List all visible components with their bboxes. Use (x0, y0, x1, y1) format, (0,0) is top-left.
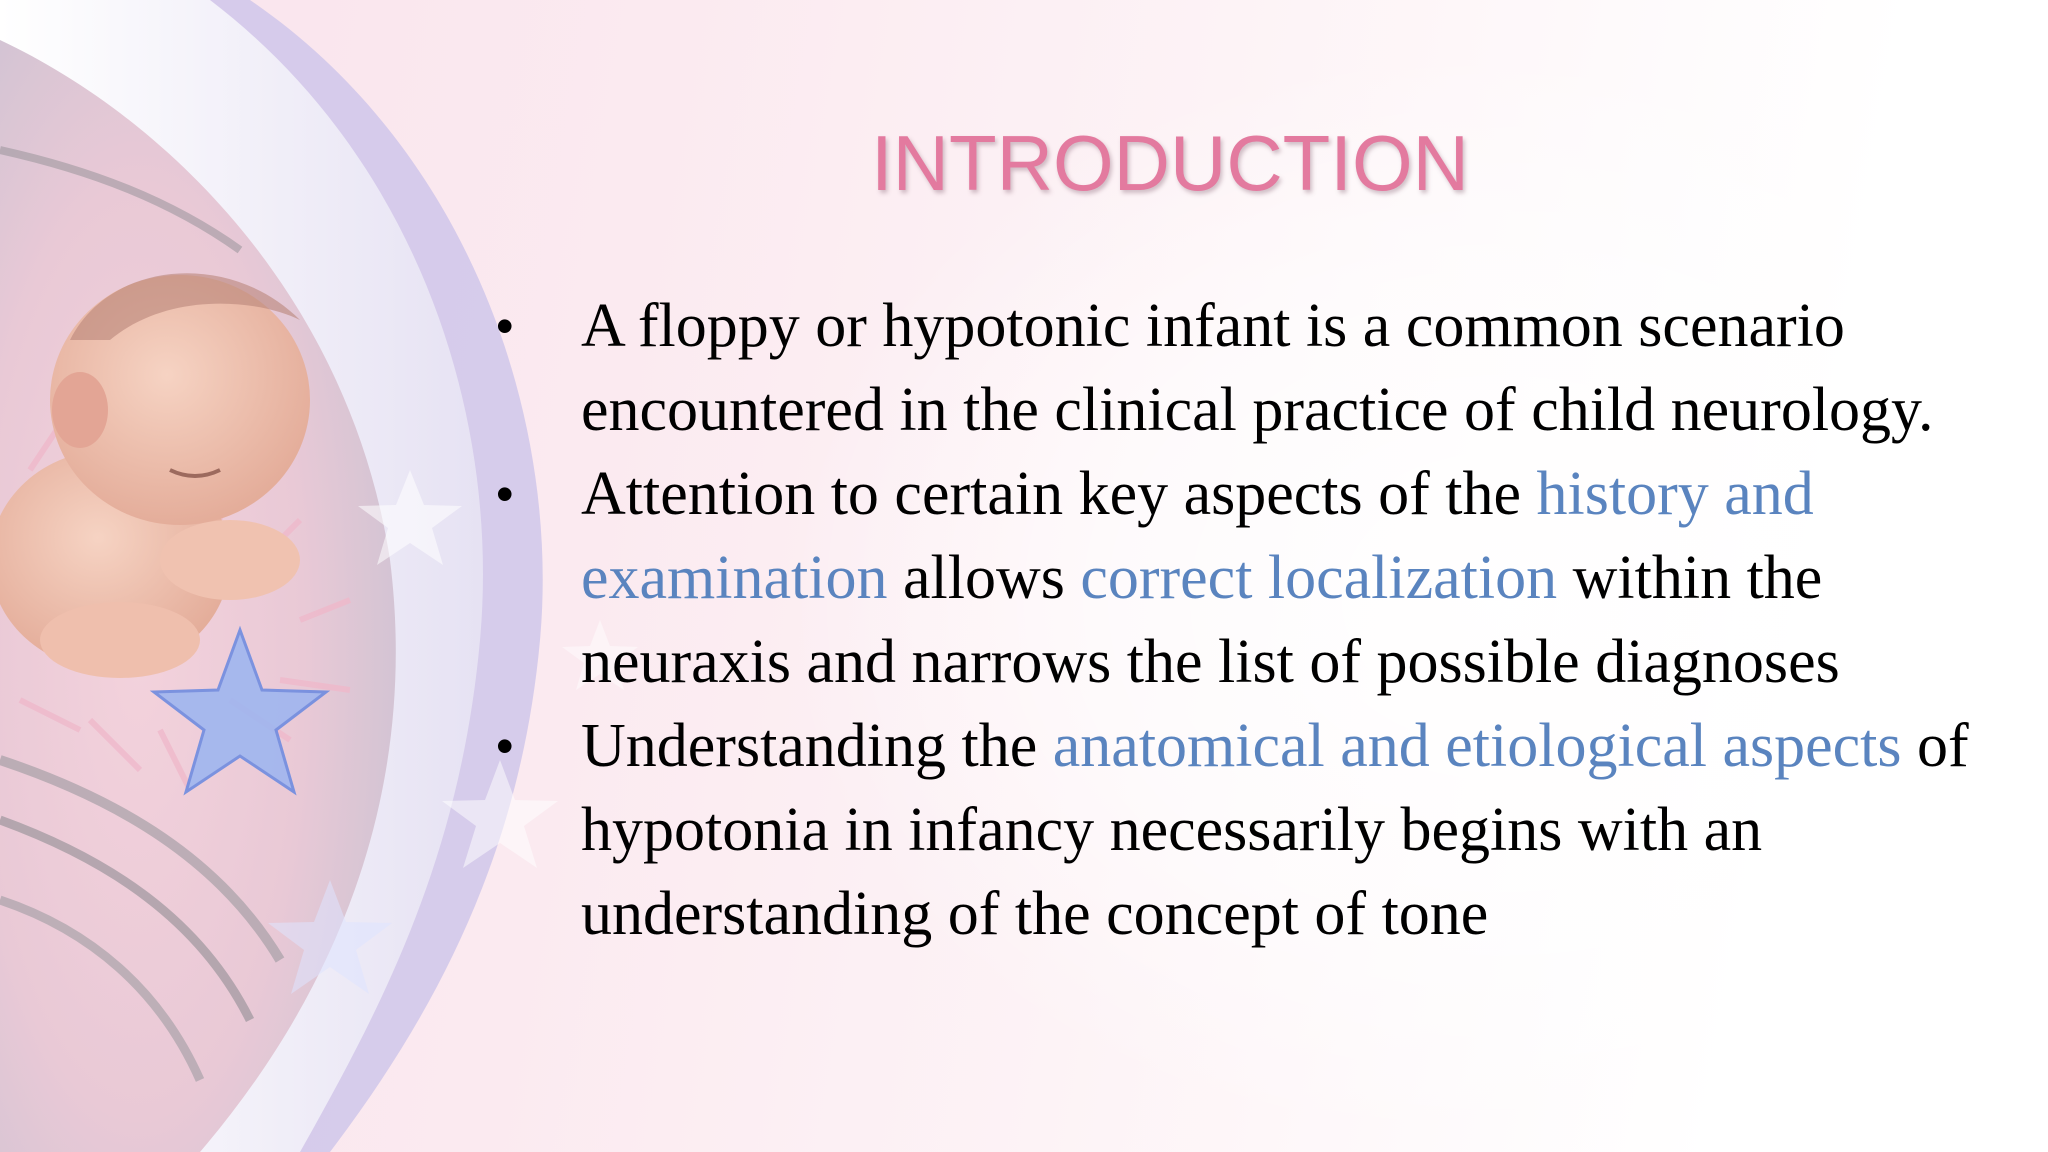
bullet-marker: • (496, 466, 514, 522)
highlight-text: anatomical and etiological aspects (1052, 712, 1902, 780)
bullet-text: within the neuraxis and narrows the list of possible diagnoses (581, 544, 1840, 696)
bullet-text: Understanding the (581, 712, 1053, 780)
bullet-marker: • (496, 718, 514, 774)
bullet-item (496, 284, 2016, 452)
bullet-marker: • (496, 298, 514, 354)
bullet-text: Attention to certain key aspects of the (581, 460, 1537, 528)
bullet-list (496, 284, 2016, 956)
highlight-text: history and examination (581, 460, 1814, 612)
slide-title: INTRODUCTION (871, 119, 1469, 207)
bullet-item (496, 704, 2016, 956)
bullet-text: A floppy or hypotonic infant is a common scenario encountered in the clinical practice of child neurology. (581, 292, 1934, 444)
bullet-text: of hypotonia in infancy necessarily begins with an understanding of the concept of tone (581, 712, 1969, 948)
highlight-text: correct localization (1080, 544, 1558, 612)
bullet-text: allows (887, 544, 1081, 612)
bullet-item (496, 452, 2016, 704)
